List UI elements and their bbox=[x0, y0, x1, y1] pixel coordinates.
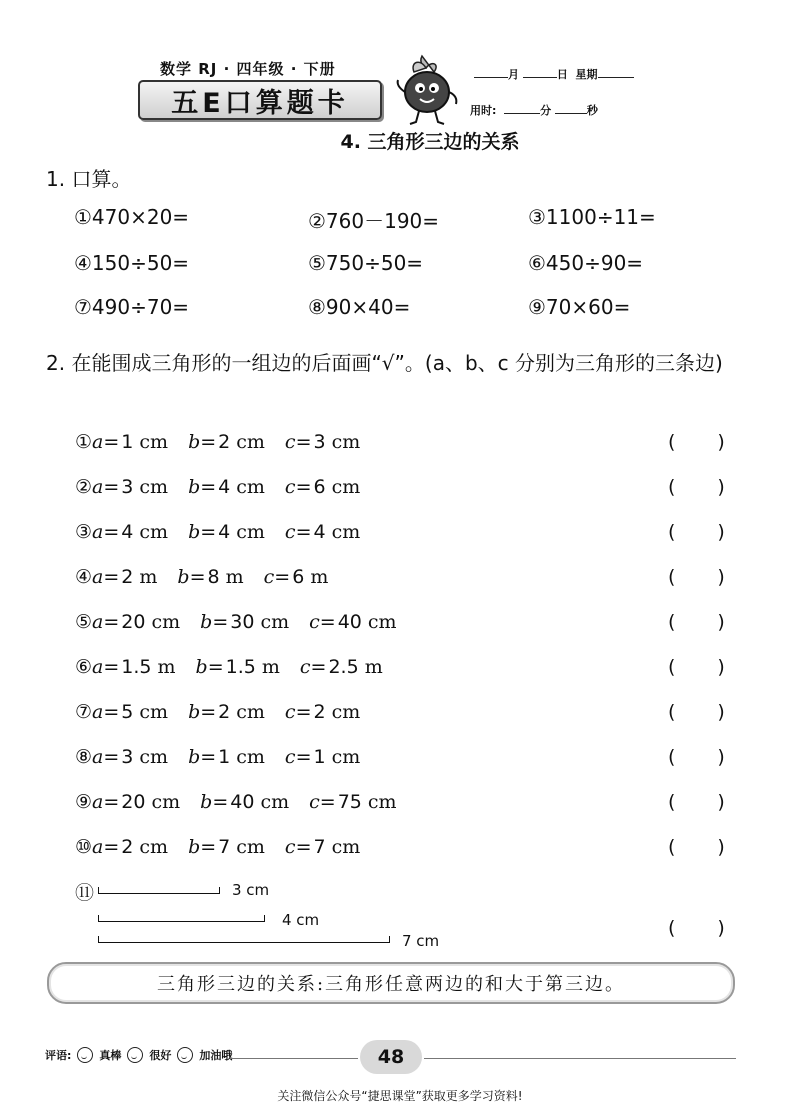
rating-option: 加油哦 bbox=[199, 1049, 233, 1062]
side-c-label: c bbox=[284, 476, 296, 498]
side-c-label: c bbox=[284, 521, 296, 543]
side-b-label: b bbox=[200, 611, 213, 633]
triangle-row bbox=[75, 476, 380, 498]
triangle-row bbox=[75, 611, 417, 633]
side-b-value: 1.5 bbox=[225, 656, 256, 678]
equals-sign: = bbox=[295, 476, 312, 498]
segment-label: 7 cm bbox=[402, 932, 440, 950]
answer-parentheses[interactable]: ( ) bbox=[668, 611, 725, 633]
triangle-row bbox=[75, 836, 380, 858]
answer-parentheses[interactable]: ( ) bbox=[668, 476, 725, 498]
calc-item: ⑦490÷70= bbox=[74, 295, 190, 319]
side-b-label: b bbox=[188, 746, 201, 768]
answer-parentheses[interactable]: ( ) bbox=[668, 746, 725, 768]
side-b-unit: cm bbox=[236, 431, 265, 453]
side-c-value: 2.5 bbox=[328, 656, 359, 678]
side-c-unit: cm bbox=[367, 611, 397, 633]
side-b-unit: cm bbox=[260, 611, 290, 633]
row-number: ④ bbox=[75, 566, 93, 588]
equals-sign: = bbox=[200, 836, 217, 858]
side-b-unit: cm bbox=[236, 746, 265, 768]
equals-sign: = bbox=[103, 521, 120, 543]
weekday-blank[interactable] bbox=[598, 67, 634, 78]
side-c-label: c bbox=[284, 836, 296, 858]
side-a-value: 20 bbox=[121, 611, 146, 633]
side-b-label: b bbox=[188, 836, 201, 858]
side-c-label: c bbox=[309, 611, 320, 633]
side-c-label: c bbox=[263, 566, 275, 588]
side-a-value: 4 bbox=[121, 521, 134, 543]
side-b-unit: m bbox=[261, 656, 280, 678]
side-b-value: 2 bbox=[218, 701, 231, 723]
brand-title: 五E口算题卡 bbox=[138, 80, 382, 120]
weekday-label: 星期 bbox=[575, 68, 598, 81]
segment-line bbox=[98, 893, 220, 894]
side-b-value: 1 bbox=[218, 746, 231, 768]
answer-parentheses[interactable]: ( ) bbox=[668, 566, 725, 588]
side-b-label: b bbox=[195, 656, 208, 678]
side-c-value: 1 bbox=[313, 746, 326, 768]
answer-parentheses[interactable]: ( ) bbox=[668, 701, 725, 723]
calc-item: ④150÷50= bbox=[74, 251, 190, 275]
equals-sign: = bbox=[207, 656, 224, 678]
side-c-label: c bbox=[284, 431, 296, 453]
equals-sign: = bbox=[295, 746, 312, 768]
side-b-label: b bbox=[188, 431, 201, 453]
row-number: ⑥ bbox=[75, 656, 93, 678]
calc-item: ②760－190= bbox=[308, 209, 440, 233]
answer-parentheses[interactable]: ( ) bbox=[668, 791, 725, 813]
segment-label: 3 cm bbox=[232, 881, 270, 899]
equals-sign: = bbox=[200, 701, 217, 723]
side-a-unit: cm bbox=[139, 521, 169, 543]
equals-sign: = bbox=[200, 476, 217, 498]
triangle-row bbox=[75, 791, 417, 813]
side-a-label: a bbox=[92, 521, 104, 543]
side-c-unit: cm bbox=[331, 836, 361, 858]
day-blank[interactable] bbox=[523, 67, 557, 78]
time-label: 用时: bbox=[470, 104, 497, 117]
triangle-row bbox=[75, 746, 380, 768]
side-c-unit: cm bbox=[331, 746, 361, 768]
footer-divider bbox=[230, 1058, 358, 1059]
side-c-unit: cm bbox=[367, 791, 397, 813]
calc-item: ⑤750÷50= bbox=[308, 251, 424, 275]
equals-sign: = bbox=[103, 656, 120, 678]
side-a-label: a bbox=[92, 701, 104, 723]
side-b-unit: cm bbox=[236, 476, 265, 498]
side-b-unit: cm bbox=[236, 521, 265, 543]
row-number: ⑪ bbox=[75, 882, 95, 904]
side-a-value: 5 bbox=[121, 701, 134, 723]
side-a-value: 2 bbox=[121, 836, 134, 858]
equals-sign: = bbox=[200, 521, 217, 543]
side-a-label: a bbox=[92, 476, 104, 498]
triangle-row bbox=[75, 521, 380, 543]
side-c-unit: cm bbox=[331, 431, 361, 453]
triangle-row bbox=[75, 431, 380, 453]
triangle-row bbox=[75, 566, 348, 588]
summary-box: 三角形三边的关系:三角形任意两边的和大于第三边。 bbox=[47, 962, 735, 1004]
equals-sign: = bbox=[295, 521, 312, 543]
side-c-value: 4 bbox=[313, 521, 326, 543]
footer-notice: 关注微信公众号“捷思课堂”获取更多学习资料! bbox=[277, 1089, 523, 1103]
row-number: ⑧ bbox=[75, 746, 93, 768]
equals-sign: = bbox=[103, 791, 120, 813]
side-c-value: 6 bbox=[313, 476, 326, 498]
side-a-label: a bbox=[92, 791, 104, 813]
side-c-unit: cm bbox=[331, 476, 361, 498]
side-c-label: c bbox=[309, 791, 320, 813]
equals-sign: = bbox=[310, 656, 327, 678]
equals-sign: = bbox=[103, 836, 120, 858]
second-label: 秒 bbox=[586, 104, 598, 117]
side-b-label: b bbox=[177, 566, 190, 588]
side-b-unit: cm bbox=[260, 791, 290, 813]
page-number: 48 bbox=[360, 1040, 422, 1074]
side-a-value: 1 bbox=[121, 431, 134, 453]
side-b-label: b bbox=[188, 476, 201, 498]
minute-label: 分 bbox=[540, 104, 552, 117]
side-a-value: 20 bbox=[121, 791, 146, 813]
side-c-unit: m bbox=[364, 656, 383, 678]
side-a-unit: cm bbox=[139, 746, 169, 768]
side-b-unit: cm bbox=[236, 701, 265, 723]
row-number: ③ bbox=[75, 521, 93, 543]
side-b-unit: m bbox=[225, 566, 244, 588]
row-number: ⑤ bbox=[75, 611, 93, 633]
triangle-row bbox=[75, 656, 403, 678]
equals-sign: = bbox=[200, 746, 217, 768]
side-a-value: 3 bbox=[121, 476, 134, 498]
row-number: ⑦ bbox=[75, 701, 93, 723]
date-line bbox=[474, 66, 634, 82]
side-a-unit: cm bbox=[139, 431, 169, 453]
side-a-unit: cm bbox=[151, 791, 181, 813]
answer-parentheses[interactable]: ( ) bbox=[668, 917, 725, 939]
calc-item: ⑨70×60= bbox=[528, 295, 631, 319]
equals-sign: = bbox=[103, 701, 120, 723]
equals-sign: = bbox=[295, 431, 312, 453]
minute-blank[interactable] bbox=[504, 103, 540, 114]
calc-item: ⑥450÷90= bbox=[528, 251, 644, 275]
side-c-label: c bbox=[284, 701, 296, 723]
month-label: 月 bbox=[508, 68, 519, 81]
side-a-value: 2 bbox=[121, 566, 134, 588]
month-blank[interactable] bbox=[474, 67, 508, 78]
rating-label: 评语: bbox=[45, 1049, 72, 1062]
side-c-unit: m bbox=[310, 566, 329, 588]
side-b-label: b bbox=[188, 701, 201, 723]
side-c-value: 7 bbox=[313, 836, 326, 858]
calc-item: ①470×20= bbox=[74, 205, 190, 229]
side-a-label: a bbox=[92, 431, 104, 453]
answer-parentheses[interactable]: ( ) bbox=[668, 431, 725, 453]
answer-parentheses[interactable]: ( ) bbox=[668, 836, 725, 858]
side-a-label: a bbox=[92, 836, 104, 858]
equals-sign: = bbox=[212, 611, 229, 633]
side-b-value: 8 bbox=[207, 566, 220, 588]
segment-line bbox=[98, 942, 390, 943]
equals-sign: = bbox=[189, 566, 206, 588]
lesson-title bbox=[0, 127, 800, 154]
side-a-value: 1.5 bbox=[121, 656, 152, 678]
side-c-label: c bbox=[299, 656, 311, 678]
side-a-unit: cm bbox=[139, 701, 169, 723]
side-c-label: c bbox=[284, 746, 296, 768]
side-c-value: 3 bbox=[313, 431, 326, 453]
rating-area bbox=[45, 1047, 232, 1063]
equals-sign: = bbox=[103, 611, 120, 633]
answer-parentheses[interactable]: ( ) bbox=[668, 521, 725, 543]
side-b-value: 4 bbox=[218, 521, 231, 543]
answer-parentheses[interactable]: ( ) bbox=[668, 656, 725, 678]
side-a-label: a bbox=[92, 611, 104, 633]
side-b-value: 7 bbox=[218, 836, 231, 858]
time-line bbox=[470, 102, 598, 118]
equals-sign: = bbox=[212, 791, 229, 813]
smiley-icon[interactable] bbox=[127, 1047, 143, 1063]
row-number: ① bbox=[75, 431, 93, 453]
equals-sign: = bbox=[103, 476, 120, 498]
side-c-unit: cm bbox=[331, 701, 361, 723]
footer-divider bbox=[424, 1058, 736, 1059]
equals-sign: = bbox=[103, 746, 120, 768]
q1-heading: 1. 口算。 bbox=[46, 167, 132, 191]
side-b-unit: cm bbox=[236, 836, 265, 858]
segment-line bbox=[98, 921, 265, 922]
calc-item: ⑧90×40= bbox=[308, 295, 411, 319]
row-number: ⑩ bbox=[75, 836, 93, 858]
equals-sign: = bbox=[274, 566, 291, 588]
equals-sign: = bbox=[103, 431, 120, 453]
smiley-icon[interactable] bbox=[77, 1047, 93, 1063]
side-c-unit: cm bbox=[331, 521, 361, 543]
side-a-unit: m bbox=[139, 566, 158, 588]
row-number: ② bbox=[75, 476, 93, 498]
side-a-unit: cm bbox=[139, 836, 169, 858]
side-a-label: a bbox=[92, 746, 104, 768]
side-b-value: 4 bbox=[218, 476, 231, 498]
side-a-unit: cm bbox=[151, 611, 181, 633]
side-a-value: 3 bbox=[121, 746, 134, 768]
side-b-value: 40 bbox=[230, 791, 255, 813]
equals-sign: = bbox=[295, 701, 312, 723]
lesson-title-text: 4. 三角形三边的关系 bbox=[340, 131, 520, 153]
smiley-icon[interactable] bbox=[177, 1047, 193, 1063]
side-c-value: 6 bbox=[292, 566, 305, 588]
day-label: 日 bbox=[556, 68, 568, 81]
side-b-label: b bbox=[200, 791, 213, 813]
segment-label: 4 cm bbox=[282, 911, 320, 929]
side-a-label: a bbox=[92, 656, 104, 678]
mascot-icon bbox=[392, 52, 462, 128]
side-c-value: 40 bbox=[337, 611, 362, 633]
equals-sign: = bbox=[319, 791, 336, 813]
side-b-value: 30 bbox=[230, 611, 255, 633]
side-a-label: a bbox=[92, 566, 104, 588]
equals-sign: = bbox=[295, 836, 312, 858]
row-number: ⑨ bbox=[75, 791, 93, 813]
side-a-unit: cm bbox=[139, 476, 169, 498]
series-label: 数学 RJ · 四年级 · 下册 bbox=[160, 60, 336, 78]
calc-item: ③1100÷11= bbox=[528, 205, 656, 229]
side-a-unit: m bbox=[157, 656, 176, 678]
side-c-value: 2 bbox=[313, 701, 326, 723]
triangle-row bbox=[75, 701, 380, 723]
rating-option: 很好 bbox=[149, 1049, 172, 1062]
equals-sign: = bbox=[319, 611, 336, 633]
side-b-label: b bbox=[188, 521, 201, 543]
q2-heading: 2. 在能围成三角形的一组边的后面画“√”。(a、b、c 分别为三角形的三条边) bbox=[46, 351, 723, 375]
equals-sign: = bbox=[200, 431, 217, 453]
equals-sign: = bbox=[103, 566, 120, 588]
side-c-value: 75 bbox=[337, 791, 362, 813]
side-b-value: 2 bbox=[218, 431, 231, 453]
second-blank[interactable] bbox=[555, 103, 587, 114]
rating-option: 真棒 bbox=[99, 1049, 122, 1062]
